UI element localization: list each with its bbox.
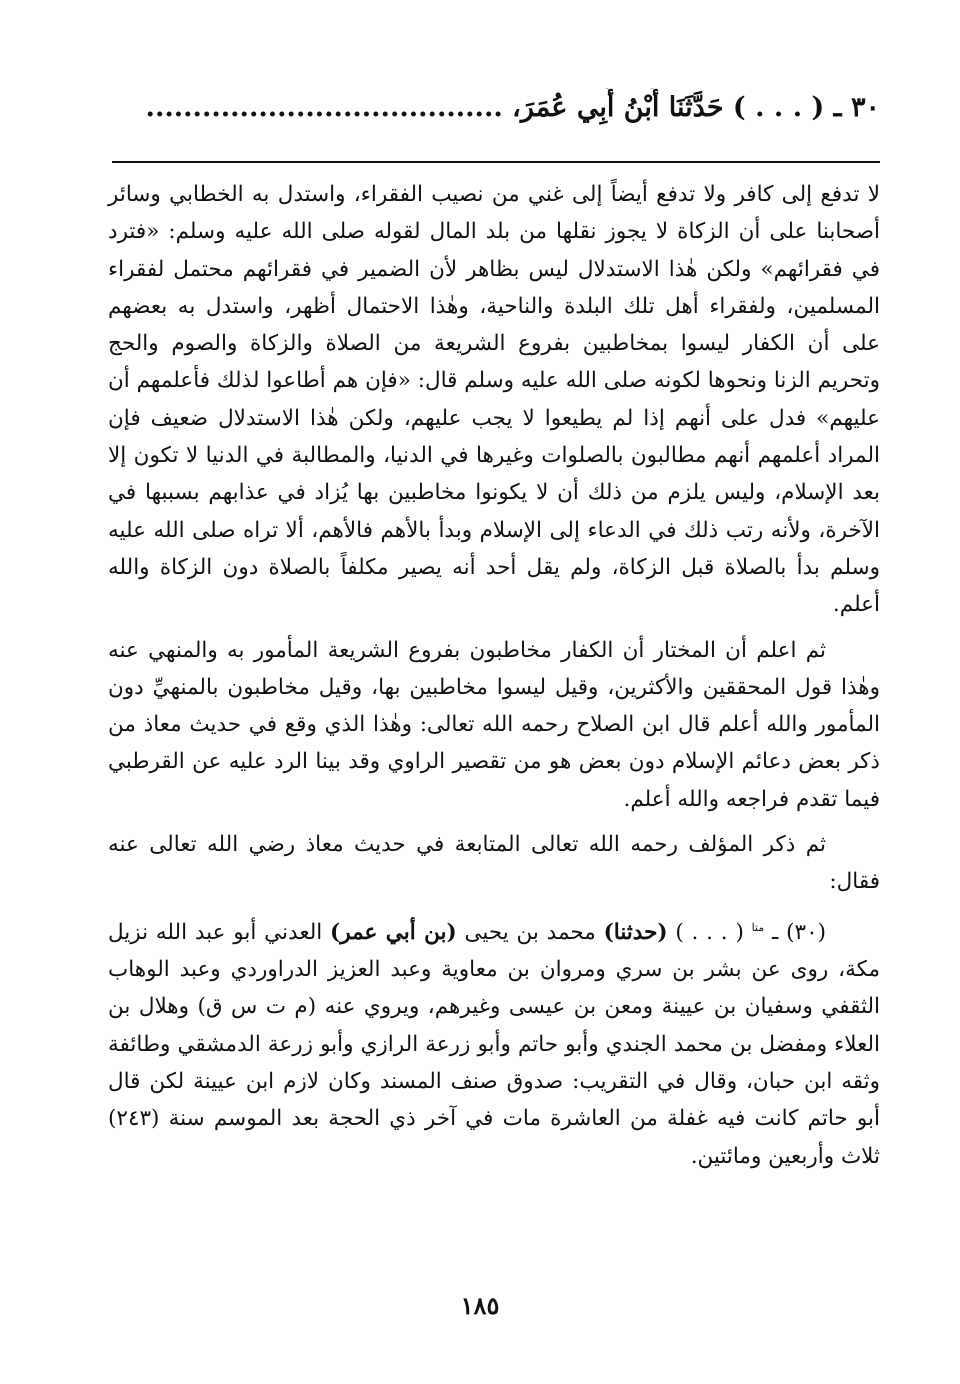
- running-header: ٣٠ ـ ( . . . ) حَدَّثَنَا أَبْنُ أَبِي عُمَرَ، ......................................: [145, 92, 880, 123]
- narrator-name-bold: (بن أبي عمر): [330, 919, 457, 945]
- ellipsis-marker: ( . . . ): [675, 919, 744, 945]
- hadith-number: (٣٠) ـ: [772, 919, 827, 945]
- narrator-details: العدني أبو عبد الله نزيل مكة، روى عن بشر بن سري ومروان بن معاوية وعبد العزيز الدراوردي وعبد الوهاب الثقفي وسفيان بن عيينة ومعن بن عيسى وغيرهم، ويروي عنه (م ت س ق) وهلال بن العلاء ومفضل بن محمد الجندي وأبو حاتم وأبو زرعة الرازي وأبو زرعة الدمشقي وطائفة وثقه ابن حبان، وقال في التقريب: صدوق صنف المسند وكان لازم ابن عيينة لكن قال أبو حاتم كانت فيه غفلة من العاشرة مات في آخر ذي الحجة بعد الموسم سنة (٢٤٣) ثلاث وأربعين ومائتين.: [108, 919, 880, 1169]
- page-number: ١٨٥: [460, 1291, 500, 1320]
- commentary-paragraph-1: لا تدفع إلى كافر ولا تدفع أيضاً إلى غني من نصيب الفقراء، واستدل به الخطابي وسائر أصحابنا على أن الزكاة لا يجوز نقلها من بلد المال لقوله صلى الله عليه وسلم: «فترد في فقرائهم» ولكن هٰذا الاستدلال ليس بظاهر لأن الضمير في فقرائهم محتمل لفقراء المسلمين، ولفقراء أهل تلك البلدة والناحية، وهٰذا الاحتمال أظهر، واستدل به بعضهم على أن الكفار ليسوا بمخاطبين بفروع الشريعة من الصلاة والزكاة والصوم والحج وتحريم الزنا ونحوها لكونه صلى الله عليه وسلم قال: «فإن هم أطاعوا لذلك فأعلمهم أن عليهم» فدل على أنهم إذا لم يطيعوا لا يجب عليهم، ولكن هٰذا الاستدلال ضعيف فإن المراد أعلمهم أنهم مطالبون بالصلوات وغيرها في الدنيا، والمطالبة في الدنيا لا تكون إلا بعد الإسلام، وليس يلزم من ذلك أن لا يكونوا مخاطبين بها يُزاد في عذابهم بسببها في الآخرة، ولأنه رتب ذلك في الدعاء إلى الإسلام وبدأ بالأهم فالأهم، ألا تراه صلى الله عليه وسلم بدأ بالصلاة قبل الزكاة، ولم يقل أحد أنه يصير مكلفاً بالصلاة دون الزكاة والله أعلم.: [108, 182, 880, 618]
- symbol-marker: متا: [751, 920, 765, 934]
- narrator-name: محمد بن يحيى: [464, 919, 596, 945]
- header-divider: [112, 161, 880, 163]
- haddathana-label: (حدثنا): [603, 919, 668, 945]
- commentary-paragraph-3: ثم ذكر المؤلف رحمه الله تعالى المتابعة في حديث معاذ رضي الله تعالى عنه فقال:: [108, 832, 880, 895]
- commentary-paragraph-2: ثم اعلم أن المختار أن الكفار مخاطبون بفروع الشريعة المأمور به والمنهي عنه وهٰذا قول المحققين والأكثرين، وقيل ليسوا مخاطبين بها، وقيل مخاطبون بالمنهيِّ دون المأمور والله أعلم قال ابن الصلاح رحمه الله تعالى: وهٰذا الذي وقع في حديث معاذ من ذكر بعض دعائم الإسلام دون بعض هو من تقصير الراوي وقد بينا الرد عليه عن القرطبي فيما تقدم فراجعه والله أعلم.: [108, 637, 880, 812]
- narrator-biography: [108, 909, 880, 1175]
- page-body: [108, 176, 880, 1183]
